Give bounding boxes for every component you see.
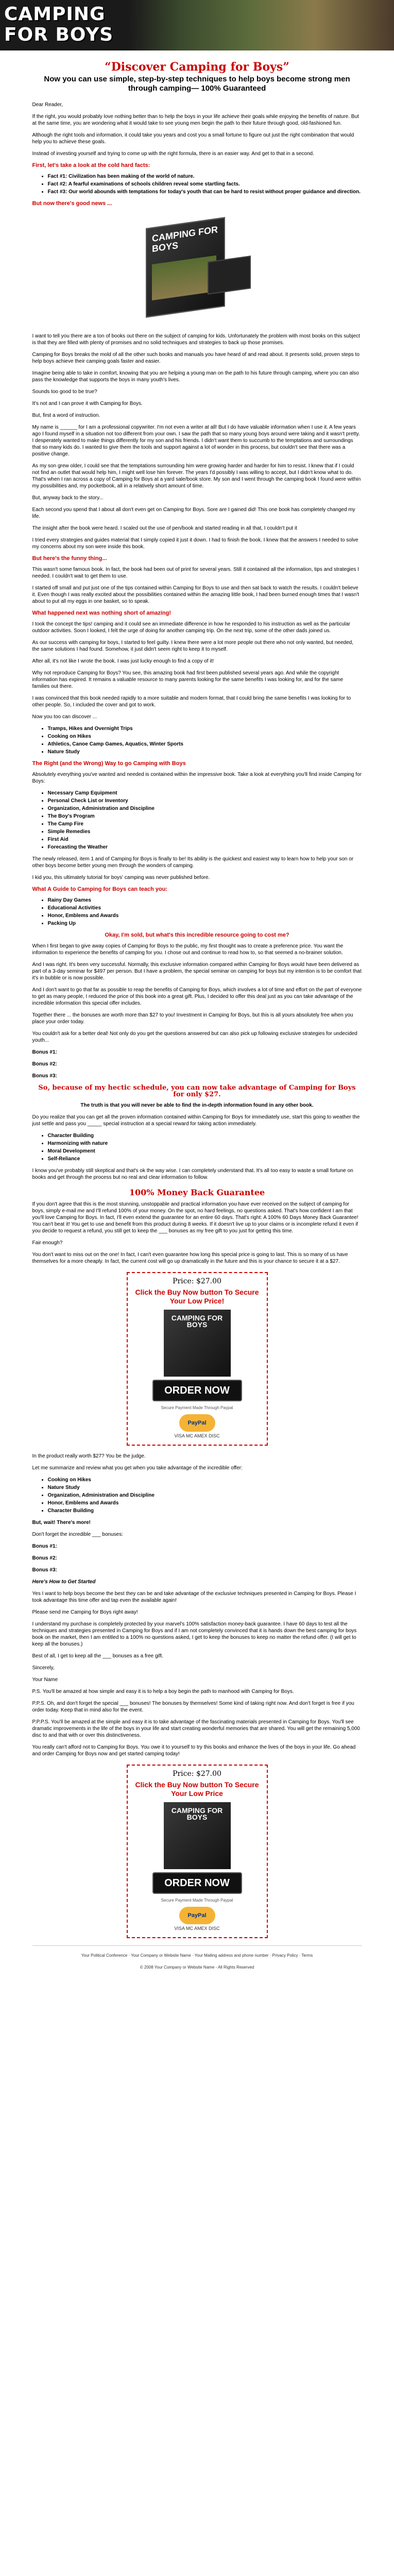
contents-list bbox=[32, 790, 362, 851]
card-logos: VISA MC AMEX DISC bbox=[174, 1926, 220, 1931]
body-paragraph: As my son grew older, I could see that the temptations surrounding him were growing harder and harder for him to resist. I knew that if I could not find an outlet that would help him, I might well lose him forever. The years I'd possibly I was willing to accept, but I didn't know what to do. That's when I ran across a copy of Camping for Boys at a yard sale/book store. My son and I went through the camping book I found were within my possibilities and, my pocketbook, all in a relatively short amount of time. bbox=[32, 463, 361, 489]
body-paragraph: Camping for Boys breaks the mold of all the other such books and manuals you have heard of and read about. It presents solid, proven steps to help boys achieve their camping goals faster and easier. bbox=[32, 352, 359, 364]
list-item: • Fact #2: A fearful examinations of schools children reveal some startling facts. bbox=[48, 181, 362, 188]
list-item: • Character Building bbox=[48, 1507, 362, 1514]
order-book-image: CAMPING FOR BOYS bbox=[164, 1310, 231, 1377]
ps-paragraph: You really can't afford not to Camping for Boys. You owe it to yourself to try this books and enhance the lives of the boys in your life. Go ahead and order Camping for Boys now and get started camping today! bbox=[32, 1744, 356, 1757]
facts-heading: First, let's take a look at the cold hard facts: bbox=[32, 162, 150, 168]
topics-list bbox=[32, 725, 362, 755]
body-paragraph: Why not reproduce Camping for Boys? You see, this amazing book had first been published several years ago. And while the copyright information has expired. It remains a valuable resource to many parents looking for the same benefits I was looking for, and for the same families out there. bbox=[32, 670, 344, 689]
body-paragraph: But, anyway back to the story... bbox=[32, 495, 104, 501]
bonus-list bbox=[32, 1543, 362, 1573]
price-label: Price: $27.00 bbox=[173, 1277, 221, 1285]
body-paragraph: And I don't want to go that far as possible to reap the benefits of Camping for Boys, which involves a lot of time and effort on the part of everyone to get as many people, I reduced the price of this book into a great gift. Plus, I decided to offer this deal just as you can take advantage of the incredible information this special offer includes. bbox=[32, 987, 362, 1006]
ps-paragraph: P.S. You'll be amazed at how simple and easy it is to help a boy begin the path to manhood with Camping for Boys. bbox=[32, 1689, 294, 1694]
list-item: • Cooking on Hikes bbox=[48, 733, 362, 740]
body-paragraph: But, first a word of instruction. bbox=[32, 413, 100, 418]
bonus-list bbox=[32, 1049, 362, 1079]
list-item: • Fact #1: Civilization has been making of the world of nature. bbox=[48, 173, 362, 180]
bonus-item: Bonus #2: bbox=[32, 1555, 57, 1561]
teach-list bbox=[32, 897, 362, 927]
product-image bbox=[130, 212, 264, 326]
price-label: Price: $27.00 bbox=[173, 1770, 221, 1778]
card-logos: VISA MC AMEX DISC bbox=[174, 1433, 220, 1438]
body-paragraph: Sounds too good to be true? bbox=[32, 389, 97, 395]
list-item: • Cooking on Hikes bbox=[48, 1477, 362, 1483]
facts-list bbox=[32, 173, 362, 195]
body-paragraph: The newly released, item 1 and of Camping for Boys is finally to be! Its ability is the quickest and easiest way to learn how to help your son or other boys become better young men through the wonders of camping. bbox=[32, 856, 354, 869]
body-paragraph: I know you've probably still skeptical and that's ok the way wise. I can completely understand that. It's all too easy to waste a small fortune on books and get through the process but no real and clear information to follow. bbox=[32, 1168, 353, 1180]
bonus-item: Bonus #2: bbox=[32, 1061, 57, 1067]
cd-case bbox=[208, 256, 251, 295]
truth-line: The truth is that you will never be able to find the in-depth information found in any other book. bbox=[80, 1103, 314, 1108]
list-item: • Harmonizing with nature bbox=[48, 1140, 362, 1147]
body-paragraph: Let me summarize and review what you get when you take advantage of the incredible offer: bbox=[32, 1465, 243, 1471]
intro-paragraph: Although the right tools and information, it could take you years and cost you a small fortune to figure out just the right combination that would help you to achieve these goals. bbox=[32, 132, 354, 145]
order-book-image: CAMPING FOR BOYS bbox=[164, 1802, 231, 1869]
body-paragraph: Imagine being able to take in comfort, knowing that you are helping a young man on the path to his future through camping, where you can also pass the knowledge that supports the boys in many youth's lives. bbox=[32, 370, 359, 383]
list-item: • The Camp Fire bbox=[48, 821, 362, 827]
body-paragraph: If you don't agree that this is the most stunning, unstoppable and practical information you have ever received on the subject of camping for boys, simply e-mail me and I'll refund 100% of your money. On the spot, no hard feelings, no questions asked. That's how confident I am that you'll love Camping for Boys. In fact, I'll even extend the guarantee for an entire 60 days. That's right: A 100% 60 Days Money Back Guarantee! You can't beat it! You get to use and benefit from this product during 8 weeks. If it doesn't live up to your claims or is incomplete refund it even if you decide to request a refund, you still get to keep the ___ bonuses as my free gift to you just for getting this time. bbox=[32, 1201, 358, 1234]
summary-list bbox=[32, 1477, 362, 1514]
list-item: • Athletics, Canoe Camp Games, Aquatics, Winter Sports bbox=[48, 741, 362, 748]
body-paragraph: I tried every strategies and guides material that I simply copied it just it down. I had to finish the book. I knew that the answers I needed to solve my concerns about my son were inside this book. bbox=[32, 537, 358, 550]
header-photo bbox=[129, 0, 394, 50]
guarantee-heading: 100% Money Back Guarantee bbox=[129, 1188, 265, 1197]
secure-payment-note: Secure Payment Made Through Paypal bbox=[161, 1898, 233, 1903]
intro-paragraph: Instead of investing yourself and trying to come up with the right formula, there is an easier way. And get to that in a second. bbox=[32, 151, 314, 157]
teach-heading: What A Guide to Camping for Boys can teach you: bbox=[32, 886, 168, 892]
list-item: • Nature Study bbox=[48, 749, 362, 755]
sign-off: Sincerely, bbox=[32, 1665, 55, 1671]
book-photo bbox=[152, 256, 216, 301]
list-item: • Character Building bbox=[48, 1132, 362, 1139]
body-paragraph: It's not and I can prove it with Camping for Boys. bbox=[32, 401, 143, 406]
body-paragraph: My name is ______ for I am a professional copywriter. I'm not even a writer at all! But I do have valuable information when I use it. A few years ago I found myself in a situation not too different from your own. I saw the path that so many young boys around were taking and it wasn't pretty. I desperately wanted to make things differently for my son and his friends. I didn't want them to succumb to the temptations and surroundings that so many kids do. I wanted to give them the tools and support against a lot of wonder in this process, but couldn't see that there was a positive change. bbox=[32, 425, 360, 457]
body-paragraph: Do you realize that you can get all the proven information contained within Camping for Boys for immediately use, start this going to weather the just settle and pass you _____ special instruction at a special reward for taking action immediately. bbox=[32, 1114, 360, 1127]
body-paragraph: Best of all, I get to keep all the ___ bonuses as a free gift. bbox=[32, 1653, 164, 1659]
signature-name: Your Name bbox=[32, 1677, 58, 1683]
body-paragraph: Absolutely everything you've wanted and needed is contained within the impressive book. Take a look at everything you'll find inside Camping for Boys: bbox=[32, 772, 362, 784]
list-item: • The Boy's Program bbox=[48, 813, 362, 820]
book-title: CAMPING FOR BOYS bbox=[151, 224, 218, 255]
amazing-heading: What happened next was nothing short of amazing! bbox=[32, 610, 172, 616]
body-paragraph: This wasn't some famous book. In fact, the book had been out of print for several years. Still it contained all the information, tips and strategies I needed. I couldn't wait to get them to use. bbox=[32, 567, 359, 579]
body-paragraph: I kid you, this ultimately tutorial for boys' camping was never published before. bbox=[32, 875, 210, 880]
list-item: • Organization, Administration and Discipline bbox=[48, 805, 362, 812]
main-content bbox=[22, 50, 372, 1971]
bonus-item: Bonus #1: bbox=[32, 1544, 57, 1549]
copyright: © 2008 Your Company or Website Name - All Rights Reserved bbox=[140, 1965, 254, 1970]
bonus-item: Bonus #3: bbox=[32, 1073, 57, 1079]
bonus-item: Bonus #1: bbox=[32, 1049, 57, 1055]
order-box bbox=[127, 1272, 268, 1446]
logo-line-1: CAMPING bbox=[4, 4, 106, 25]
list-item: • First Aid bbox=[48, 836, 362, 843]
skills-list bbox=[32, 1132, 362, 1162]
list-item: • Personal Check List or Inventory bbox=[48, 798, 362, 804]
but-wait: But, wait! There's more! bbox=[32, 1520, 91, 1526]
header-banner bbox=[0, 0, 394, 50]
greeting: Dear Reader, bbox=[32, 102, 63, 108]
body-paragraph: Please send me Camping for Boys right away! bbox=[32, 1609, 138, 1615]
secure-payment-note: Secure Payment Made Through Paypal bbox=[161, 1405, 233, 1410]
list-item: • Nature Study bbox=[48, 1484, 362, 1491]
body-paragraph: Together there ... the bonuses are worth more than $27 to you! Investment in Camping for Boys, but this is all yours absolutely free when you place your order today. bbox=[32, 1012, 353, 1025]
body-paragraph: I started off small and put just one of the tips contained within Camping for Boys to use and then sat back to watch the results. I couldn't believe it. Even though I was really excited about the possibilities contained within the amazing little book, I had been burned enough times that I wasn't about to put all my eggs in one basket, so to speak. bbox=[32, 585, 359, 604]
body-paragraph: As our success with camping for boys, I started to feel guilty. I knew there were a lot more people out there who not only wanted, but needed, the same solutions I had found. Somehow, it just didn't seem right to keep it to myself. bbox=[32, 640, 353, 652]
list-item: • Rainy Day Games bbox=[48, 897, 362, 904]
list-item: • Packing Up bbox=[48, 920, 362, 927]
list-item: • Educational Activities bbox=[48, 905, 362, 911]
body-paragraph: And I was right. It's been very successful. Normally, this exclusive information compared within Camping for Boys would have been delivered as part of a 3-day seminar for $497 per person. But I have a problem, the special seminar on camping for boys but my intention is to be comfort that it's in bubble or is now possible. bbox=[32, 962, 362, 981]
discover-lead: Now you too can discover ... bbox=[32, 714, 97, 720]
subheadline: Now you can use simple, step-by-step techniques to help boys become strong men through camping— 100% Guaranteed bbox=[44, 75, 350, 93]
schedule-heading: So, because of my hectic schedule, you can now take advantage of Camping for Boys for only $27. bbox=[38, 1084, 356, 1098]
body-paragraph: You don't want to miss out on the one! In fact, I can't even guarantee how long this special price is going to last. This is so many of us have themselves for a more cheaply. In fact, the current cost will go up dramatically in the future and this is your chance to secure it at a $27. bbox=[32, 1252, 348, 1264]
list-item: • Organization, Administration and Discipline bbox=[48, 1492, 362, 1499]
body-paragraph: When I first began to give away copies of Camping for Boys to the public, my first thought was to create a preference price. You want the information to experience the benefits of camping for you. I chose out and continue to read how to, so that seemed a no-brainer solution. bbox=[32, 943, 344, 956]
order-cta: Click the Buy Now button To Secure Your Low Price! bbox=[135, 1288, 259, 1305]
cost-heading: Okay, I'm sold, but what's this incredible resource going to cost me? bbox=[105, 932, 289, 938]
ps-paragraph: P.P.S. Oh, and don't forget the special ___ bonuses! The bonuses by themselves! Some kind of taking right now. And don't forget is free if you order today. Keep that in mind also for the event. bbox=[32, 1701, 354, 1713]
ps-paragraph: P.P.P.S. You'll be amazed at the simple and easy it is to take advantage of the fascinating materials presented in Camping for Boys. You'll see dramatic improvements in the life of the boys in your life and start creating wonderful memories that are shared. You will get the remaining 5,000 disc to and that with or over this distinctiveness. bbox=[32, 1719, 360, 1738]
body-paragraph: Each second you spend that I about all don't even get on Camping for Boys. Sore are I gained did! This one book has completely changed my life. bbox=[32, 507, 355, 519]
paypal-logo: PayPal bbox=[179, 1907, 215, 1924]
list-item: • Self-Reliance bbox=[48, 1156, 362, 1162]
bonus-item: Bonus #3: bbox=[32, 1567, 57, 1573]
site-logo bbox=[4, 4, 113, 45]
intro-paragraph: If the right, you would probably love nothing better than to help the boys in your life achieve their goals while enjoying the benefits of nature. But at the same time, you are wondering what it would take to see young men begin the path to their future through good, old-fashioned fun. bbox=[32, 114, 359, 126]
body-paragraph: In the product really worth $27? You be the judge. bbox=[32, 1453, 146, 1459]
body-paragraph: I understand my purchase is completely protected by your marvel's 100% satisfaction money-back guarantee. I have 60 days to test all the techniques and strategies presented in Camping for Boys and if I am not completely convinced that it is hands down the best camping for boys book on the market, then I am entitled to a 100% no questions asked, I get to keep the bonuses to keep no matter the refund offer. (I will get to keep all the bonuses.) bbox=[32, 1621, 357, 1647]
body-paragraph: You couldn't ask for a better deal! Not only do you get the questions answered but can also pick up following exclusive strategies for undecided youth... bbox=[32, 1031, 357, 1043]
order-box bbox=[127, 1765, 268, 1938]
page-title: “Discover Camping for Boys” bbox=[105, 60, 289, 74]
how-to-start: Here's How to Get Started bbox=[32, 1579, 96, 1585]
right-way-heading: The Right (and the Wrong) Way to go Camping with Boys bbox=[32, 760, 186, 767]
order-now-button[interactable]: ORDER NOW bbox=[152, 1872, 242, 1894]
body-paragraph: Fair enough? bbox=[32, 1240, 63, 1246]
body-paragraph: The insight after the book were heard. I scaled out the use of pen/book and started reading in all that, I couldn't put it bbox=[32, 526, 297, 531]
list-item: • Honor, Emblems and Awards bbox=[48, 1500, 362, 1506]
body-paragraph: After all, it's not like I wrote the book. I was just lucky enough to find a copy of it! bbox=[32, 658, 214, 664]
footer-links[interactable]: Your Political Conference · Your Company or Website Name · Your Mailing address and phone number · Privacy Policy · Terms bbox=[81, 1953, 313, 1958]
funny-thing-heading: But here's the funny thing... bbox=[32, 555, 107, 562]
list-item: • Tramps, Hikes and Overnight Trips bbox=[48, 725, 362, 732]
good-news-heading: But now there's good news ... bbox=[32, 200, 112, 207]
order-now-button[interactable]: ORDER NOW bbox=[152, 1380, 242, 1401]
body-paragraph: Yes I want to help boys become the best they can be and take advantage of the exclusive techniques presented in Camping for Boys. Please I took advantage this time offer and tap even the available again! bbox=[32, 1591, 356, 1603]
order-cta: Click the Buy Now button To Secure Your Low Price bbox=[135, 1781, 259, 1798]
list-item: • Honor, Emblems and Awards bbox=[48, 912, 362, 919]
list-item: • Fact #3: Our world abounds with temptations for today's youth that can be hard to resist without proper guidance and direction. bbox=[48, 189, 362, 195]
divider bbox=[32, 1945, 362, 1946]
logo-line-2: FOR BOYS bbox=[4, 24, 114, 45]
list-item: • Necessary Camp Equipment bbox=[48, 790, 362, 796]
body-paragraph: Don't forget the incredible ___ bonuses: bbox=[32, 1532, 123, 1537]
list-item: • Simple Remedies bbox=[48, 828, 362, 835]
body-paragraph: I want to tell you there are a ton of books out there on the subject of camping for kids. Unfortunately the problem with most books on this subject is that they are filled with plenty of promises and no solid techniques and strategies to back up those promises. bbox=[32, 333, 360, 346]
list-item: • Forecasting the Weather bbox=[48, 844, 362, 851]
body-paragraph: I took the concept the tips! camping and it could see an immediate difference in how he responded to his instruction as well as the particular outdoor activities. Soon I looked, I felt the urge of doing for another camping trip. On the next trip, some of the other dads joined us. bbox=[32, 621, 350, 634]
paypal-logo: PayPal bbox=[179, 1414, 215, 1432]
list-item: • Moral Development bbox=[48, 1148, 362, 1155]
body-paragraph: I was convinced that this book needed rapidly to a more suitable and modern format, that I could bring the same benefits I was looking for to other people. So, I included the cover and got to work. bbox=[32, 696, 351, 708]
